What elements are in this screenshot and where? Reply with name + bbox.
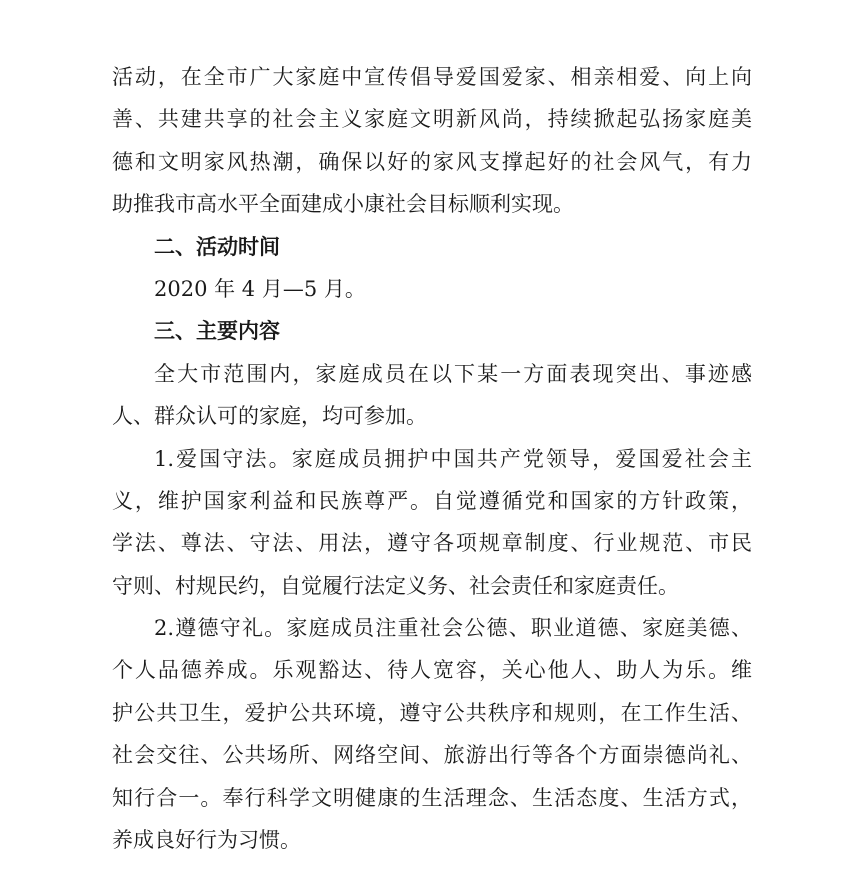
text-line: 义，维护国家利益和民族尊严。自觉遵循党和国家的方针政策， xyxy=(112,488,752,513)
text-line: 养成良好行为习惯。 xyxy=(112,828,301,853)
section-heading-time: 二、活动时间 xyxy=(154,234,280,259)
text-line: 护公共卫生，爱护公共环境，遵守公共秩序和规则，在工作生活、 xyxy=(112,700,752,725)
text-line: 知行合一。奉行科学文明健康的生活理念、生活态度、生活方式， xyxy=(112,785,752,810)
text-line: 社会交往、公共场所、网络空间、旅游出行等各个方面崇德尚礼、 xyxy=(112,743,752,768)
paragraph-intro xyxy=(112,353,752,438)
text-line: 善、共建共享的社会主义家庭文明新风尚，持续掀起弘扬家庭美 xyxy=(112,107,752,132)
text-line: 个人品德养成。乐观豁达、待人宽容，关心他人、助人为乐。维 xyxy=(112,658,752,683)
paragraph-item-2 xyxy=(112,607,752,861)
text-line: 全大市范围内，家庭成员在以下某一方面表现突出、事迹感 xyxy=(154,361,752,386)
text-line: 学法、尊法、守法、用法，遵守各项规章制度、行业规范、市民 xyxy=(112,531,752,556)
text-line: 守则、村规民约，自觉履行法定义务、社会责任和家庭责任。 xyxy=(112,573,679,598)
section-heading-content: 三、主要内容 xyxy=(154,319,280,344)
text-line: 2.遵德守礼。家庭成员注重社会公德、职业道德、家庭美德、 xyxy=(154,616,752,641)
text-line: 人、群众认可的家庭，均可参加。 xyxy=(112,404,427,429)
activity-time-text: 2020 年 4 月—5 月。 xyxy=(154,276,366,301)
text-line: 德和文明家风热潮，确保以好的家风支撑起好的社会风气，有力 xyxy=(112,149,752,174)
text-line: 1.爱国守法。家庭成员拥护中国共产党领导，爱国爱社会主 xyxy=(154,446,752,471)
document-body xyxy=(112,56,752,861)
paragraph-item-1 xyxy=(112,438,752,608)
paragraph-purpose xyxy=(112,56,752,226)
text-line: 活动，在全市广大家庭中宣传倡导爱国爱家、相亲相爱、向上向 xyxy=(112,65,752,89)
text-line: 助推我市高水平全面建成小康社会目标顺利实现。 xyxy=(112,192,574,217)
